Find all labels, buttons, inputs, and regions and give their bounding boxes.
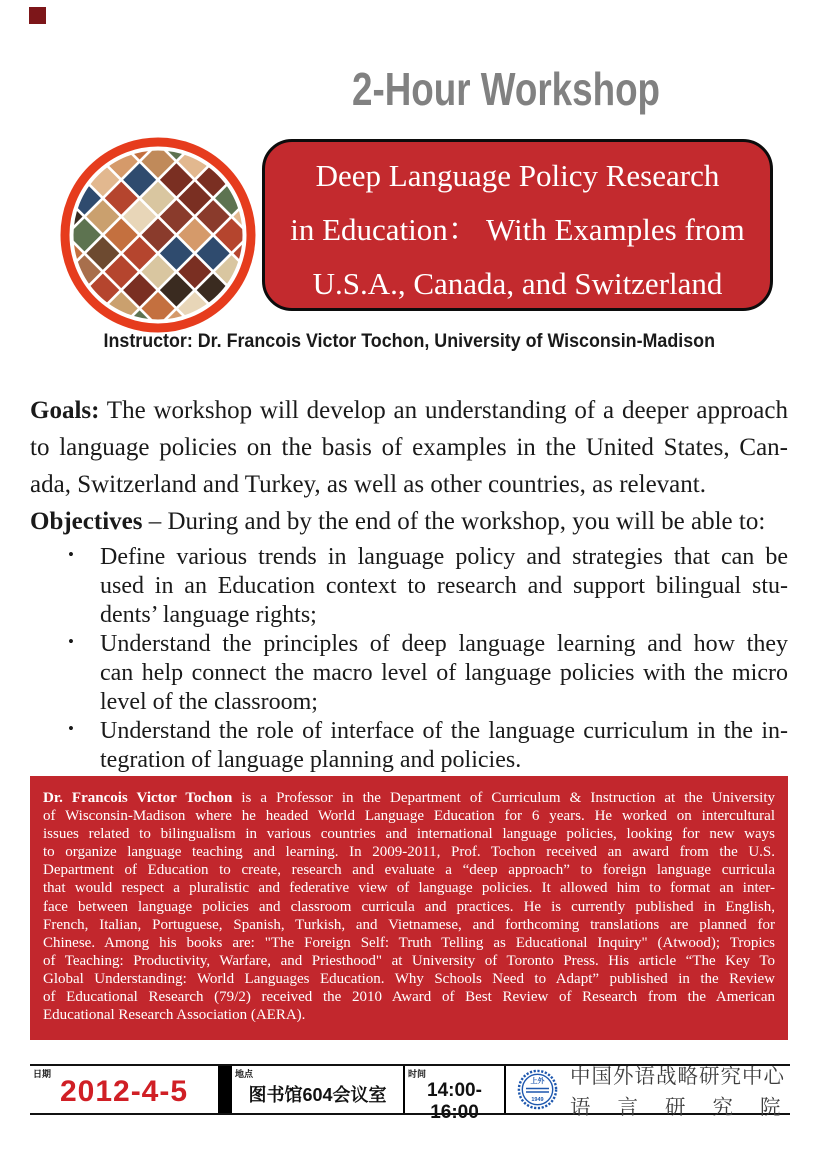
institution-cell [506,1065,808,1119]
svg-text:上外: 上外 [530,1078,545,1085]
globe-faces-icon [59,136,257,334]
time-value: 14:00-16:00 [427,1080,482,1123]
title-line-2: in Education： With Examples from [290,212,745,247]
svg-text:1949: 1949 [531,1097,544,1103]
bullet-icon: • [68,719,74,738]
title-line-1: Deep Language Policy Research [315,158,720,193]
location-value: 图书馆604会议室 [248,1085,387,1105]
date-cell [30,1066,218,1113]
institution-name [570,1059,808,1120]
footer-info-bar [30,1064,808,1123]
objectives-label: Objectives [30,508,143,535]
objective-item: • Understand the principles of deep language learning and how they can help connect the macro level of language policies with the micro level of the classroom; [30,630,788,717]
institution-name-line1: 中国外语战略研究中心 [570,1065,785,1088]
bullet-icon: • [68,632,74,651]
goals-paragraph: Goals: The workshop will develop an understanding of a deeper approach to language policies on the basis of examples in the United States, Can- ada, Switzerland and Turkey, as well as other countries, as relevant. [30,397,788,498]
date-label: 日期 [33,1069,52,1079]
workshop-title-box [262,139,773,311]
bullet-icon: • [68,545,74,564]
goals-label: Goals: [30,397,100,424]
objectives-heading: Objectives – During and by the end of the workshop, you will be able to: [30,508,766,535]
date-value: 2012-4-5 [59,1075,189,1108]
bio-box: Dr. Francois Victor Tochon is a Professor in the Department of Curriculum & Instruction at the University of Wisconsin-Madison where he headed World Language Education for 6 years. He worked on intercultural issues related to bilingualism in various countries and international language policies, looking for new ways to organize language teaching and learning. In 2009-2011, Prof. Tochon received an award from the U.S. Department of Education to create, research and evaluate a “deep approach” to foreign language curricula that would respect a pluralistic and federative view of language policies. It allowed him to format an inter- face between language policies and classroom curricula and practices. He is currently published in English, French, Italian, Portuguese, Spanish, Turkish, and Vietnamese, and forthcoming translations are planned for Chinese. Among his books are: "The Foreign Self: Truth Telling as Educational Inquiry" (Atwood); Tropics of Teaching: Productivity, Warfare, and Priesthood" at University of Toronto Press. His article “The Key To Global Understanding: World Languages Education. Why Schools Need to Adapt” published in the Review of Educational Research (79/2) received the 2010 Award of Best Review of Research from the American Educational Research Association (AERA). [30,776,788,1040]
objectives-list [30,543,788,775]
divider [218,1066,232,1113]
objective-item: • Understand the role of interface of the language curriculum in the in- tegration of language planning and policies. [30,717,788,775]
title-line-3: U.S.A., Canada, and Switzerland [312,266,723,301]
location-cell [232,1066,403,1113]
university-seal-logo [517,1069,558,1110]
institution-name-line2: 语言研究院 [570,1096,808,1119]
time-cell [405,1066,504,1123]
location-label: 地点 [235,1069,254,1079]
objective-item: • Define various trends in language policy and strategies that can be used in an Education context to research and support bilingual stu- dents’ language rights; [30,543,788,630]
workshop-type-heading: 2-Hour Workshop [352,63,661,115]
globe-collage-image [59,136,257,334]
bio-name: Dr. Francois Victor Tochon [43,790,233,806]
instructor-line: Instructor: Dr. Francois Victor Tochon, University of Wisconsin-Madison [103,331,715,352]
corner-mark [29,7,46,24]
time-label: 时间 [408,1069,427,1079]
